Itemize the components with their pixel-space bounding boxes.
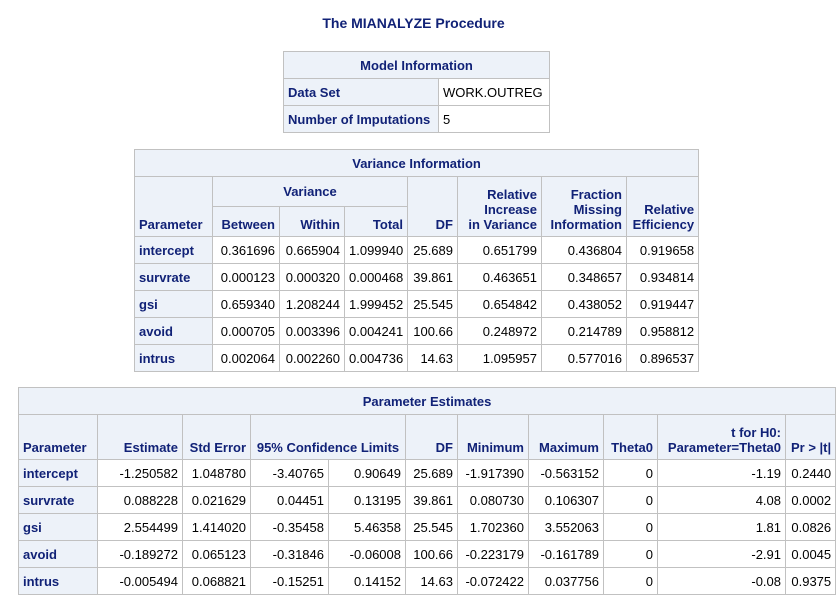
estimate-cell-theta0: 0	[604, 460, 658, 487]
variance-cell-df: 39.861	[408, 264, 458, 291]
data-set-value: WORK.OUTREG	[439, 79, 550, 106]
variance-cell-total: 0.004736	[345, 345, 408, 372]
estimate-cell-minimum: -0.072422	[458, 568, 529, 595]
variance-cell-within: 0.002260	[280, 345, 345, 372]
pe-col-header-t-stat	[658, 415, 786, 460]
variance-row	[135, 291, 699, 318]
estimate-row-parameter: avoid	[19, 541, 98, 568]
variance-cell-rel-increase: 1.095957	[458, 345, 542, 372]
estimate-cell-minimum: -1.917390	[458, 460, 529, 487]
variance-cell-fraction: 0.214789	[542, 318, 627, 345]
estimate-cell-df: 39.861	[406, 487, 458, 514]
estimate-cell-theta0: 0	[604, 568, 658, 595]
variance-cell-rel-increase: 0.654842	[458, 291, 542, 318]
num-imputations-label: Number of Imputations	[284, 106, 439, 133]
col-header-relative-increase	[458, 177, 542, 237]
estimate-cell-estimate: -0.005494	[98, 568, 183, 595]
estimate-row	[19, 568, 836, 595]
estimate-cell-minimum: -0.223179	[458, 541, 529, 568]
estimate-cell-std-error: 0.065123	[183, 541, 251, 568]
estimate-cell-t: 4.08	[658, 487, 786, 514]
variance-cell-between: 0.002064	[213, 345, 280, 372]
col-header-relative-increase-line3: in Variance	[468, 217, 537, 232]
estimate-row-parameter: gsi	[19, 514, 98, 541]
pe-col-header-parameter: Parameter	[19, 415, 98, 460]
estimate-cell-upper: 5.46358	[329, 514, 406, 541]
estimate-cell-t: -2.91	[658, 541, 786, 568]
estimate-cell-maximum: 3.552063	[529, 514, 604, 541]
estimate-cell-upper: 0.14152	[329, 568, 406, 595]
variance-row	[135, 345, 699, 372]
col-header-rel-eff-line2: Efficiency	[632, 217, 695, 232]
model-information-table	[283, 51, 550, 133]
estimate-cell-t: -0.08	[658, 568, 786, 595]
estimate-cell-theta0: 0	[604, 487, 658, 514]
estimate-cell-df: 25.689	[406, 460, 458, 487]
col-header-fraction-line1: Fraction	[570, 187, 622, 202]
parameter-estimates-caption: Parameter Estimates	[19, 388, 836, 415]
variance-cell-total: 1.999452	[345, 291, 408, 318]
variance-information-table	[134, 149, 699, 372]
col-header-total: Total	[345, 207, 408, 237]
col-header-parameter: Parameter	[135, 177, 213, 237]
variance-row-parameter: intrus	[135, 345, 213, 372]
estimate-cell-std-error: 1.414020	[183, 514, 251, 541]
variance-cell-df: 25.689	[408, 237, 458, 264]
variance-cell-within: 1.208244	[280, 291, 345, 318]
pe-col-header-minimum: Minimum	[458, 415, 529, 460]
parameter-estimates-table	[18, 387, 836, 595]
estimate-cell-t: 1.81	[658, 514, 786, 541]
variance-row-parameter: intercept	[135, 237, 213, 264]
estimate-cell-pr: 0.0045	[786, 541, 836, 568]
model-information-caption: Model Information	[284, 52, 550, 79]
estimate-row	[19, 487, 836, 514]
variance-cell-rel-eff: 0.919658	[627, 237, 699, 264]
variance-cell-total: 1.099940	[345, 237, 408, 264]
variance-cell-df: 25.545	[408, 291, 458, 318]
estimate-cell-upper: 0.13195	[329, 487, 406, 514]
variance-cell-fraction: 0.436804	[542, 237, 627, 264]
pe-col-header-confidence-limits: 95% Confidence Limits	[251, 415, 406, 460]
variance-cell-rel-eff: 0.934814	[627, 264, 699, 291]
estimate-cell-t: -1.19	[658, 460, 786, 487]
estimate-cell-theta0: 0	[604, 514, 658, 541]
estimate-cell-std-error: 0.068821	[183, 568, 251, 595]
col-header-fraction-line3: Information	[550, 217, 622, 232]
estimate-cell-theta0: 0	[604, 541, 658, 568]
variance-cell-between: 0.361696	[213, 237, 280, 264]
estimate-cell-estimate: 0.088228	[98, 487, 183, 514]
variance-cell-between: 0.000705	[213, 318, 280, 345]
variance-cell-fraction: 0.348657	[542, 264, 627, 291]
variance-cell-within: 0.003396	[280, 318, 345, 345]
col-header-fraction-missing	[542, 177, 627, 237]
estimate-cell-minimum: 0.080730	[458, 487, 529, 514]
estimate-cell-pr: 0.0002	[786, 487, 836, 514]
estimate-cell-maximum: 0.106307	[529, 487, 604, 514]
variance-row-parameter: gsi	[135, 291, 213, 318]
variance-cell-rel-increase: 0.463651	[458, 264, 542, 291]
estimate-cell-df: 100.66	[406, 541, 458, 568]
pe-col-header-t-line2: Parameter=Theta0	[667, 440, 781, 455]
col-header-relative-efficiency	[627, 177, 699, 237]
estimate-cell-df: 14.63	[406, 568, 458, 595]
estimate-cell-pr: 0.2440	[786, 460, 836, 487]
pe-col-header-maximum: Maximum	[529, 415, 604, 460]
estimate-row-parameter: survrate	[19, 487, 98, 514]
variance-information-caption: Variance Information	[135, 150, 699, 177]
estimate-row-parameter: intrus	[19, 568, 98, 595]
estimate-cell-pr: 0.9375	[786, 568, 836, 595]
pe-col-header-t-line1: t for H0:	[731, 425, 781, 440]
variance-cell-total: 0.004241	[345, 318, 408, 345]
variance-row	[135, 264, 699, 291]
col-header-relative-increase-line2: Increase	[484, 202, 537, 217]
variance-cell-rel-increase: 0.651799	[458, 237, 542, 264]
variance-cell-fraction: 0.577016	[542, 345, 627, 372]
variance-cell-df: 14.63	[408, 345, 458, 372]
estimate-cell-maximum: -0.161789	[529, 541, 604, 568]
estimate-row	[19, 460, 836, 487]
pe-col-header-estimate: Estimate	[98, 415, 183, 460]
estimate-row	[19, 514, 836, 541]
variance-cell-between: 0.000123	[213, 264, 280, 291]
estimate-row-parameter: intercept	[19, 460, 98, 487]
pe-col-header-df: DF	[406, 415, 458, 460]
variance-cell-df: 100.66	[408, 318, 458, 345]
estimate-cell-lower: -0.15251	[251, 568, 329, 595]
variance-row-parameter: avoid	[135, 318, 213, 345]
variance-row	[135, 237, 699, 264]
variance-cell-rel-eff: 0.896537	[627, 345, 699, 372]
estimate-cell-lower: -3.40765	[251, 460, 329, 487]
estimate-cell-lower: -0.35458	[251, 514, 329, 541]
estimate-cell-upper: 0.90649	[329, 460, 406, 487]
estimate-cell-minimum: 1.702360	[458, 514, 529, 541]
variance-cell-within: 0.000320	[280, 264, 345, 291]
estimate-cell-estimate: 2.554499	[98, 514, 183, 541]
pe-col-header-std-error: Std Error	[183, 415, 251, 460]
col-header-relative-increase-line1: Relative	[487, 187, 537, 202]
estimate-cell-lower: 0.04451	[251, 487, 329, 514]
col-header-variance-group: Variance	[213, 177, 408, 207]
pe-col-header-pr-t: Pr > |t|	[786, 415, 836, 460]
variance-cell-between: 0.659340	[213, 291, 280, 318]
variance-cell-rel-eff: 0.958812	[627, 318, 699, 345]
pe-col-header-theta0: Theta0	[604, 415, 658, 460]
data-set-label: Data Set	[284, 79, 439, 106]
variance-cell-total: 0.000468	[345, 264, 408, 291]
col-header-df: DF	[408, 177, 458, 237]
variance-cell-rel-eff: 0.919447	[627, 291, 699, 318]
estimate-cell-estimate: -0.189272	[98, 541, 183, 568]
estimate-cell-upper: -0.06008	[329, 541, 406, 568]
estimate-row	[19, 541, 836, 568]
variance-cell-within: 0.665904	[280, 237, 345, 264]
estimate-cell-maximum: -0.563152	[529, 460, 604, 487]
col-header-fraction-line2: Missing	[573, 202, 622, 217]
num-imputations-value: 5	[439, 106, 550, 133]
procedure-title: The MIANALYZE Procedure	[322, 15, 505, 31]
estimate-cell-estimate: -1.250582	[98, 460, 183, 487]
variance-cell-rel-increase: 0.248972	[458, 318, 542, 345]
variance-row-parameter: survrate	[135, 264, 213, 291]
estimate-cell-std-error: 1.048780	[183, 460, 251, 487]
col-header-within: Within	[280, 207, 345, 237]
col-header-rel-eff-line1: Relative	[644, 202, 695, 217]
estimate-cell-std-error: 0.021629	[183, 487, 251, 514]
estimate-cell-lower: -0.31846	[251, 541, 329, 568]
estimate-cell-maximum: 0.037756	[529, 568, 604, 595]
estimate-cell-pr: 0.0826	[786, 514, 836, 541]
variance-cell-fraction: 0.438052	[542, 291, 627, 318]
estimate-cell-df: 25.545	[406, 514, 458, 541]
variance-row	[135, 318, 699, 345]
col-header-between: Between	[213, 207, 280, 237]
